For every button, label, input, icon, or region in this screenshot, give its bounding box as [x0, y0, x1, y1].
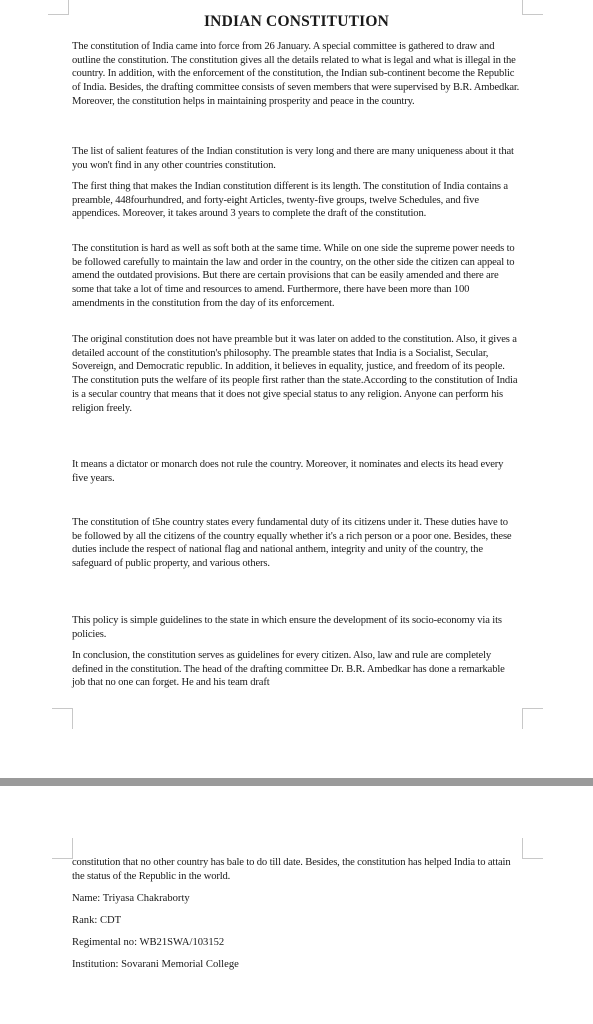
paragraph: The constitution of India came into force from 26 January. A special committee is gathered to draw and outline the constitution. The constitution gives all the details related to what is legal and what is illegal in the country. In addition, with the enforcement of the constitution, the Indian sub-continent become the Republic of India. Besides, the drafting committee consists of seven members that were supervised by B.R. Ambedkar. Moreover, the constitution helps in maintaining prosperity and peace in the country.: [72, 41, 520, 107]
paragraph: It means a dictator or monarch does not rule the country. Moreover, it nominates and elects its head every five years.: [72, 459, 504, 484]
page-title: INDIAN CONSTITUTION: [203, 13, 390, 30]
name-line: Name: Triyasa Chakraborty: [72, 893, 190, 904]
paragraph: The first thing that makes the Indian constitution different is its length. The constitution of India contains a preamble, 448fourhundred, and forty-eight Articles, twenty-five groups, twelve Schedules, and five appendices. Moreover, it takes around 3 years to complete the draft of the constitution.: [72, 181, 508, 220]
paragraph: In conclusion, the constitution serves as guidelines for every citizen. Also, law and rule are completely defined in the constitution. The head of the drafting committee Dr. B.R. Ambedkar has done a remarkable job that no one can forget. He and his team draft: [72, 650, 505, 689]
paragraph: This policy is simple guidelines to the state in which ensure the development of its socio-economy via its policies.: [72, 615, 502, 640]
paragraph: The constitution is hard as well as soft both at the same time. While on one side the supreme power needs to be followed carefully to maintain the law and order in the country, on the other side the citizen can appeal to amend the outdated provisions. But there are certain provisions that can be easily amended and there are some that take a lot of time and resources to amend. Furthermore, there have been more than 100 amendments in the constitution from the day of its enforcement.: [72, 243, 515, 309]
paragraph: The constitution of t5he country states every fundamental duty of its citizens under it. These duties have to be followed by all the citizens of the country equally whether it's a rich person or a poor one. Besides, these duties include the respect of national flag and national anthem, integrity and unity of the country, the safeguard of public property, and various others.: [72, 517, 512, 570]
crop-mark: [522, 838, 543, 859]
page-separator: [0, 778, 593, 786]
crop-mark: [522, 708, 543, 729]
page-2: [0, 786, 593, 1024]
regimental-number-line: Regimental no: WB21SWA/103152: [72, 937, 225, 948]
paragraph: The original constitution does not have preamble but it was later on added to the constitution. Also, it gives a detailed account of the constitution's philosophy. The preamble states that India is a Socialist, Secular, Sovereign, and Democratic republic. In addition, it believes in equality, justice, and freedom of its people. The constitution puts the welfare of its people first rather than the state.According to the constitution of India is a secular country that means that it does not give special status to any religion. Anyone can perform his religion freely.: [72, 334, 518, 414]
rank-line: Rank: CDT: [72, 915, 122, 926]
crop-mark: [52, 838, 73, 859]
institution-line: Institution: Sovarani Memorial College: [72, 959, 239, 970]
crop-mark: [52, 708, 73, 729]
paragraph: The list of salient features of the Indian constitution is very long and there are many uniqueness about it that you won't find in any other countries constitution.: [72, 146, 514, 171]
paragraph-continuation: constitution that no other country has bale to do till date. Besides, the constitution has helped India to attain the status of the Republic in the world.: [72, 857, 511, 882]
